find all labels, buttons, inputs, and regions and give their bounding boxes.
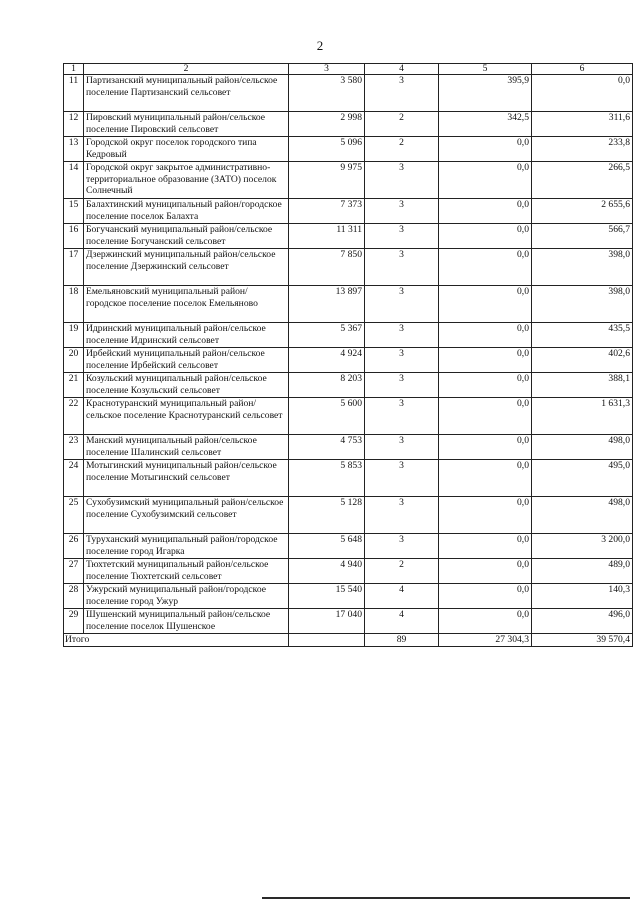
total-population: [289, 634, 365, 647]
total-column5: 27 304,3: [439, 634, 532, 647]
column-header: 1: [64, 64, 84, 75]
total-count: 89: [365, 634, 439, 647]
row-number: 17: [64, 249, 84, 286]
table-row: [64, 497, 633, 534]
municipality-name: Богучанский муниципальный район/сельское поселение Богучанский сельсовет: [84, 224, 289, 249]
scan-line: [262, 897, 630, 899]
table-row: [64, 286, 633, 323]
column5-value: 0,0: [439, 584, 532, 609]
population-value: 4 940: [289, 559, 365, 584]
population-value: 5 367: [289, 323, 365, 348]
row-number: 20: [64, 348, 84, 373]
row-number: 25: [64, 497, 84, 534]
column5-value: 0,0: [439, 460, 532, 497]
column6-value: 266,5: [532, 162, 633, 199]
column5-value: 0,0: [439, 373, 532, 398]
population-value: 7 373: [289, 199, 365, 224]
population-value: 2 998: [289, 112, 365, 137]
count-value: 3: [365, 497, 439, 534]
municipality-name: Туруханский муниципальный район/городское поселение город Игарка: [84, 534, 289, 559]
table-row: [64, 323, 633, 348]
column6-value: 402,6: [532, 348, 633, 373]
row-number: 23: [64, 435, 84, 460]
population-value: 7 850: [289, 249, 365, 286]
municipality-name: Идринский муниципальный район/сельское поселение Идринский сельсовет: [84, 323, 289, 348]
population-value: 13 897: [289, 286, 365, 323]
count-value: 3: [365, 224, 439, 249]
municipality-name: Дзержинский муниципальный район/сельское поселение Дзержинский сельсовет: [84, 249, 289, 286]
column5-value: 0,0: [439, 249, 532, 286]
municipality-name: Краснотуранский муниципальный район/сельское поселение Краснотуранский сельсовет: [84, 398, 289, 435]
count-value: 2: [365, 559, 439, 584]
column6-value: 0,0: [532, 75, 633, 112]
column6-value: 311,6: [532, 112, 633, 137]
count-value: 3: [365, 199, 439, 224]
table-body: [64, 75, 633, 647]
column5-value: 0,0: [439, 534, 532, 559]
population-value: 9 975: [289, 162, 365, 199]
count-value: 4: [365, 584, 439, 609]
column5-value: 0,0: [439, 497, 532, 534]
population-value: 4 924: [289, 348, 365, 373]
column6-value: 2 655,6: [532, 199, 633, 224]
row-number: 15: [64, 199, 84, 224]
count-value: 3: [365, 398, 439, 435]
total-label: Итого: [64, 634, 289, 647]
table-row: [64, 460, 633, 497]
count-value: 3: [365, 460, 439, 497]
count-value: 3: [365, 249, 439, 286]
table-row: [64, 75, 633, 112]
total-row: [64, 634, 633, 647]
column5-value: 0,0: [439, 224, 532, 249]
population-value: 8 203: [289, 373, 365, 398]
table-row: [64, 112, 633, 137]
row-number: 19: [64, 323, 84, 348]
population-value: 3 580: [289, 75, 365, 112]
column5-value: 0,0: [439, 286, 532, 323]
municipality-name: Городской округ поселок городского типа Кедровый: [84, 137, 289, 162]
column6-value: 489,0: [532, 559, 633, 584]
column6-value: 388,1: [532, 373, 633, 398]
row-number: 26: [64, 534, 84, 559]
row-number: 27: [64, 559, 84, 584]
population-value: 11 311: [289, 224, 365, 249]
page-number: 2: [316, 38, 324, 53]
column6-value: 498,0: [532, 497, 633, 534]
municipality-name: Шушенский муниципальный район/сельское поселение поселок Шушенское: [84, 609, 289, 634]
table-row: [64, 249, 633, 286]
column5-value: 0,0: [439, 199, 532, 224]
municipality-name: Пировский муниципальный район/сельское поселение Пировский сельсовет: [84, 112, 289, 137]
population-value: 15 540: [289, 584, 365, 609]
table-row: [64, 398, 633, 435]
count-value: 3: [365, 435, 439, 460]
row-number: 18: [64, 286, 84, 323]
table-row: [64, 373, 633, 398]
column-header: 6: [532, 64, 633, 75]
column5-value: 0,0: [439, 162, 532, 199]
column5-value: 342,5: [439, 112, 532, 137]
row-number: 28: [64, 584, 84, 609]
count-value: 3: [365, 348, 439, 373]
header-row: [64, 64, 633, 75]
municipality-name: Козульский муниципальный район/сельское поселение Козульский сельсовет: [84, 373, 289, 398]
population-value: 5 128: [289, 497, 365, 534]
municipality-name: Манский муниципальный район/сельское поселение Шалинский сельсовет: [84, 435, 289, 460]
population-value: 5 648: [289, 534, 365, 559]
population-value: 17 040: [289, 609, 365, 634]
row-number: 14: [64, 162, 84, 199]
column5-value: 395,9: [439, 75, 532, 112]
table-row: [64, 584, 633, 609]
row-number: 16: [64, 224, 84, 249]
column-header: 3: [289, 64, 365, 75]
count-value: 3: [365, 75, 439, 112]
municipality-name: Сухобузимский муниципальный район/сельское поселение Сухобузимский сельсовет: [84, 497, 289, 534]
allocation-table: [63, 63, 633, 647]
row-number: 29: [64, 609, 84, 634]
municipality-name: Ирбейский муниципальный район/сельское поселение Ирбейский сельсовет: [84, 348, 289, 373]
table-row: [64, 435, 633, 460]
column5-value: 0,0: [439, 137, 532, 162]
table-row: [64, 162, 633, 199]
municipality-name: Мотыгинский муниципальный район/сельское поселение Мотыгинский сельсовет: [84, 460, 289, 497]
count-value: 3: [365, 534, 439, 559]
row-number: 12: [64, 112, 84, 137]
population-value: 5 853: [289, 460, 365, 497]
municipality-name: Ужурский муниципальный район/городское поселение город Ужур: [84, 584, 289, 609]
column5-value: 0,0: [439, 559, 532, 584]
table-row: [64, 534, 633, 559]
column-header: 4: [365, 64, 439, 75]
column5-value: 0,0: [439, 323, 532, 348]
count-value: 2: [365, 112, 439, 137]
count-value: 3: [365, 286, 439, 323]
column6-value: 1 631,3: [532, 398, 633, 435]
population-value: 5 096: [289, 137, 365, 162]
column5-value: 0,0: [439, 435, 532, 460]
column6-value: 495,0: [532, 460, 633, 497]
count-value: 4: [365, 609, 439, 634]
column5-value: 0,0: [439, 398, 532, 435]
column5-value: 0,0: [439, 348, 532, 373]
table-row: [64, 348, 633, 373]
municipality-name: Балахтинский муниципальный район/городское поселение поселок Балахта: [84, 199, 289, 224]
column5-value: 0,0: [439, 609, 532, 634]
column6-value: 498,0: [532, 435, 633, 460]
row-number: 11: [64, 75, 84, 112]
table-row: [64, 224, 633, 249]
column6-value: 233,8: [532, 137, 633, 162]
population-value: 5 600: [289, 398, 365, 435]
table-row: [64, 609, 633, 634]
count-value: 3: [365, 162, 439, 199]
column6-value: 398,0: [532, 286, 633, 323]
column6-value: 496,0: [532, 609, 633, 634]
count-value: 3: [365, 373, 439, 398]
row-number: 22: [64, 398, 84, 435]
municipality-name: Городской округ закрытое административно-территориальное образование (ЗАТО) поселок Солнечный: [84, 162, 289, 199]
count-value: 3: [365, 323, 439, 348]
column6-value: 398,0: [532, 249, 633, 286]
column6-value: 3 200,0: [532, 534, 633, 559]
row-number: 21: [64, 373, 84, 398]
population-value: 4 753: [289, 435, 365, 460]
column6-value: 140,3: [532, 584, 633, 609]
count-value: 2: [365, 137, 439, 162]
table-row: [64, 137, 633, 162]
municipality-name: Тюхтетский муниципальный район/сельское поселение Тюхтетский сельсовет: [84, 559, 289, 584]
row-number: 13: [64, 137, 84, 162]
column-header: 5: [439, 64, 532, 75]
table-row: [64, 559, 633, 584]
column6-value: 566,7: [532, 224, 633, 249]
column-header: 2: [84, 64, 289, 75]
municipality-name: Партизанский муниципальный район/сельское поселение Партизанский сельсовет: [84, 75, 289, 112]
table-row: [64, 199, 633, 224]
total-column6: 39 570,4: [532, 634, 633, 647]
row-number: 24: [64, 460, 84, 497]
column6-value: 435,5: [532, 323, 633, 348]
municipality-name: Емельяновский муниципальный район/городское поселение поселок Емельяново: [84, 286, 289, 323]
